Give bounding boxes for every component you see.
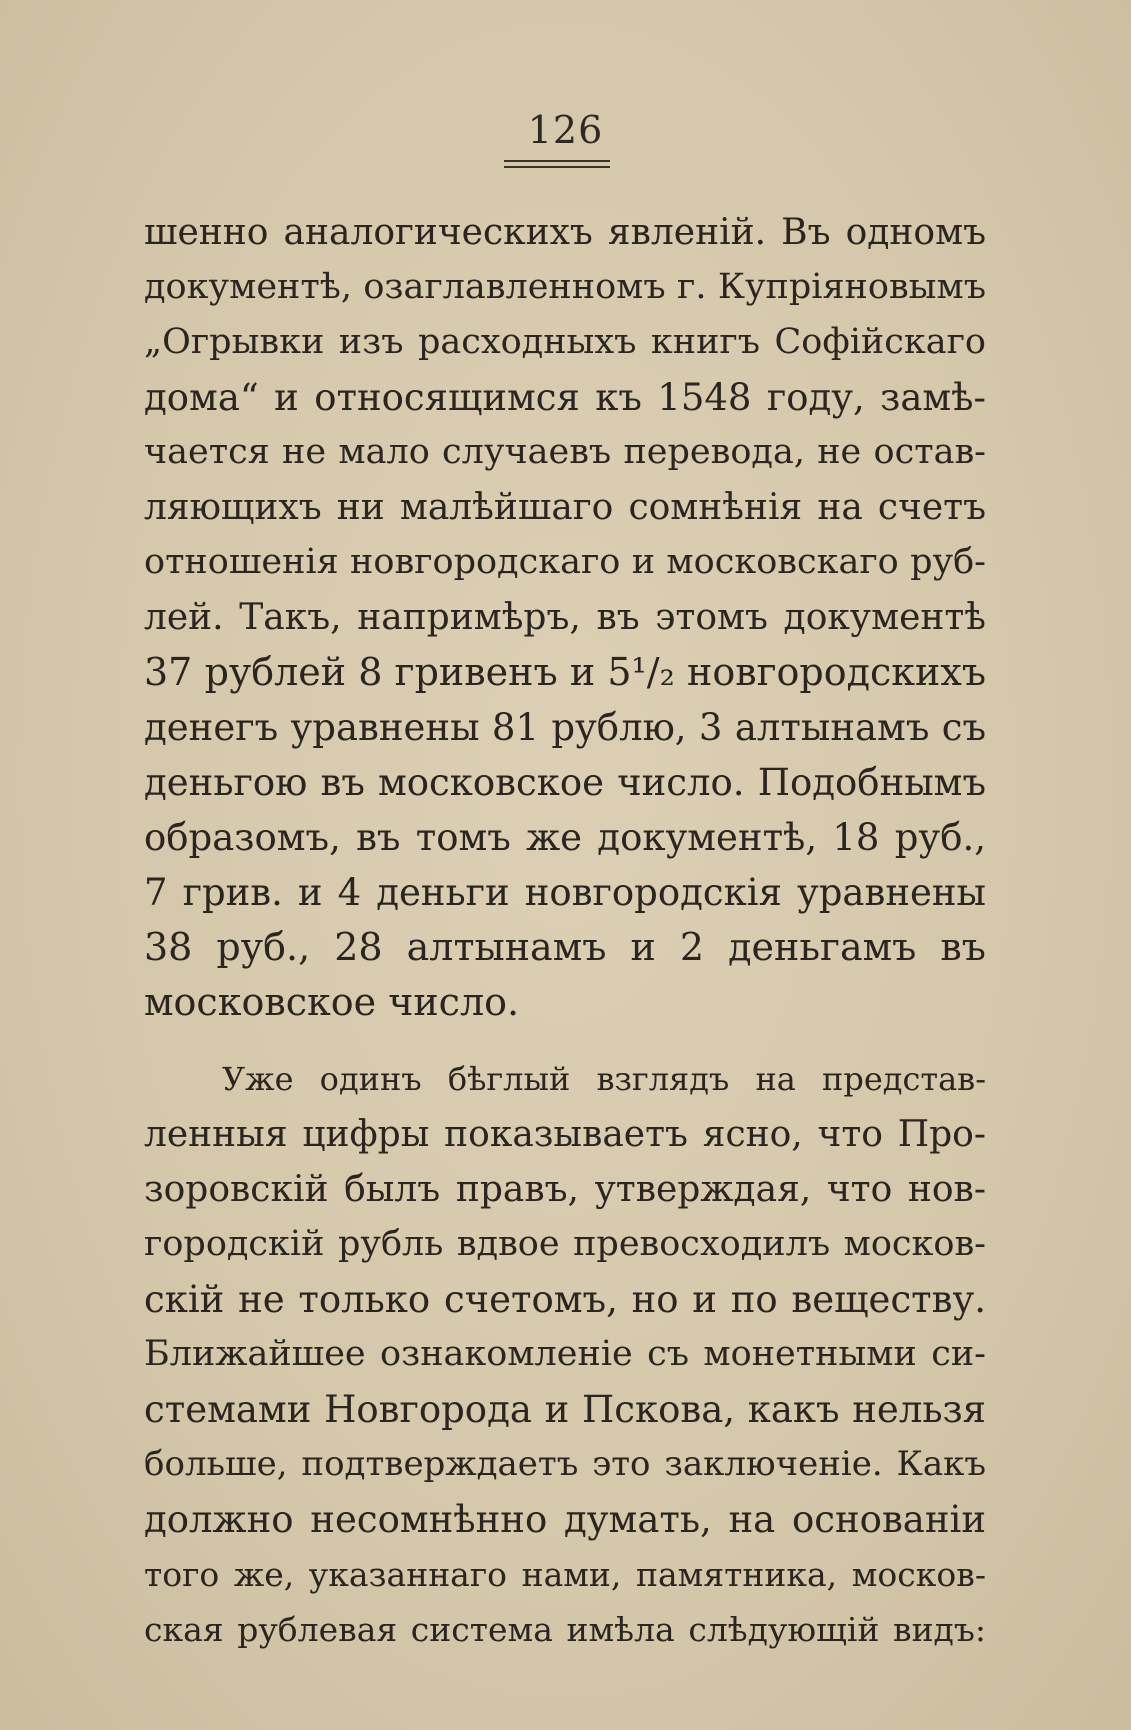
text-line: ская рублевая система имѣла слѣдующій видъ: (144, 1610, 986, 1649)
header-rule-bottom (504, 166, 610, 168)
text-line: Ближайшее ознакомленіе съ монетными си- (144, 1334, 986, 1374)
paragraph-gap (144, 1030, 986, 1052)
text-line: городскій рубль вдвое превосходилъ москов- (144, 1224, 986, 1264)
text-line: больше, подтверждаетъ это заключеніе. Какъ (144, 1444, 986, 1484)
text-line: должно несомнѣнно думать, на основаніи (144, 1498, 986, 1541)
text-line: зоровскій былъ правъ, утверждая, что нов- (144, 1169, 986, 1210)
text-line: денегъ уравнены 81 рублю, 3 алтынамъ съ (144, 706, 986, 749)
text-line: того же, указаннаго нами, памятника, москов- (144, 1555, 986, 1594)
text-line: лей. Такъ, напримѣръ, въ этомъ документѣ (144, 597, 986, 638)
text-line: шенно аналогическихъ явленій. Въ одномъ (144, 212, 986, 253)
text-line: дома“ и относящимся къ 1548 году, замѣ- (144, 376, 986, 419)
paragraph-2 (144, 1052, 986, 1657)
text-line: деньгою въ московское число. Подобнымъ (144, 761, 986, 804)
text-line: московское число. (144, 980, 520, 1024)
text-line: Уже одинъ бѣглый взглядъ на представ- (222, 1060, 986, 1098)
text-line: чается не мало случаевъ перевода, не остав- (144, 432, 986, 472)
text-line: стемами Новгорода и Пскова, какъ нельзя (144, 1388, 986, 1431)
text-line: 37 рублей 8 гривенъ и 5¹/₂ новгородскихъ (144, 650, 986, 694)
text-line: документѣ, озаглавленномъ г. Купріяновымъ (144, 267, 986, 307)
text-line: отношенія новгородскаго и московскаго руб- (144, 542, 986, 582)
text-line: 38 руб., 28 алтынамъ и 2 деньгамъ въ (144, 925, 986, 969)
paragraph-1 (144, 205, 986, 1030)
text-line: ляющихъ ни малѣйшаго сомнѣнія на счетъ (144, 487, 986, 528)
text-line: „Огрывки изъ расходныхъ книгъ Софійскаго (144, 322, 986, 362)
body-text (144, 205, 986, 1657)
text-line: 7 грив. и 4 деньги новгородскія уравнены (144, 871, 986, 914)
text-line: ленныя цифры показываетъ ясно, что Про- (144, 1114, 986, 1155)
page-number: 126 (527, 108, 604, 152)
text-line: образомъ, въ томъ же документѣ, 18 руб., (144, 816, 986, 859)
header-rule-top (504, 160, 610, 162)
text-line: скій не только счетомъ, но и по веществу. (144, 1278, 986, 1321)
